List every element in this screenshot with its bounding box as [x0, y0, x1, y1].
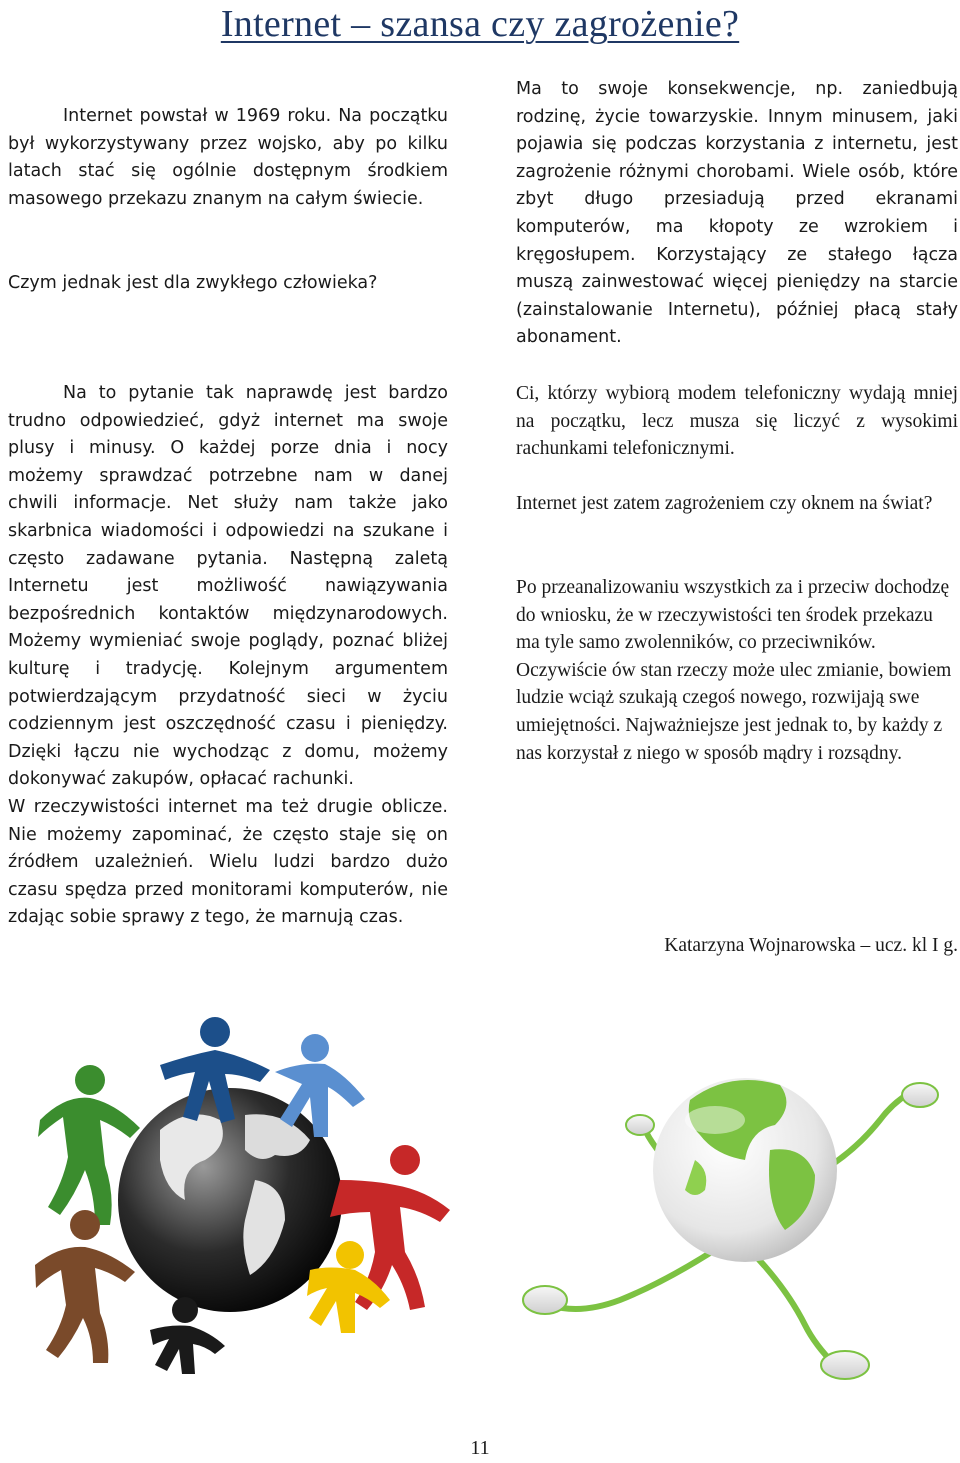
- author-signature: Katarzyna Wojnarowska – ucz. kl I g.: [664, 935, 958, 956]
- pros-intro-text: Na to pytanie tak naprawdę jest bardzo trudno odpowiedzieć, gdyż internet ma swoje plusy i minusy.: [8, 383, 448, 459]
- page-title: Internet – szansa czy zagrożenie?: [220, 3, 740, 45]
- question-paragraph: Czym jednak jest dla zwykłego człowieka?: [8, 273, 378, 293]
- right-conclusion-block: [516, 574, 958, 767]
- right-consequences-block: [516, 76, 958, 352]
- question-window-paragraph: Internet jest zatem zagrożeniem czy oknem na świat?: [516, 493, 933, 514]
- left-question-block: [8, 270, 448, 298]
- people-around-globe-image: [10, 1010, 470, 1380]
- green-globe-mouse-icon: [515, 1010, 955, 1390]
- pros-paragraph: [8, 380, 448, 794]
- left-pros-block: [8, 380, 448, 932]
- page-number: 11: [470, 1437, 490, 1459]
- right-phone-block: [516, 380, 958, 463]
- left-intro: [8, 103, 448, 213]
- right-author-block: [516, 932, 958, 960]
- intro-paragraph: Internet powstał w 1969 roku. Na początku był wykorzystywany przez wojsko, aby po kilku latach stać się ogólnie dostępnym środkiem masowego przekazu znanym na całym świecie.: [8, 106, 448, 209]
- cons-paragraph: W rzeczywistości internet ma też drugie oblicze. Nie możemy zapominać, że często staje się on źródłem uzależnień. Wielu ludzi bardzo dużo czasu spędza przed monitorami komputerów, nie zdając sobie sprawy z tego, że marnują czas.: [8, 796, 448, 928]
- phone-paragraph: Ci, którzy wybiorą modem telefoniczny wydają mniej na początku, lecz musza się liczyć z wysokimi rachunkami telefonicznymi.: [516, 383, 958, 460]
- consequences-paragraph: Ma to swoje konsekwencje, np. zaniedbują rodzinę, życie towarzyskie. Innym minusem, jaki pojawia się podczas korzystania z internetu, jest zagrożenie różnymi chorobami. Wiele osób, które zbyt długo przesiadują przed ekranami komputerów, ma kłopoty ze wzrokiem i kręgosłupem. Korzystający ze stałego łącza muszą zainwestować więcej pieniędzy na starcie (zainstalowanie Internetu), później płacą stały abonament.: [516, 79, 958, 348]
- green-globe-with-mice-image: [515, 1010, 955, 1390]
- pros-details-text: O każdej porze dnia i nocy możemy sprawdzać potrzebne nam w danej chwili informacje. Net służy nam także jako skarbnica wiadomości i odpowiedzi na szukane i często zadawane pytania. Następną zaletą Internetu jest możliwość nawiązywania bezpośrednich kontaktów międzynarodowych. Możemy wymieniać swoje poglądy, poznać bliżej kulturę i tradycję. Kolejnym argumentem potwierdzającym przydatność sieci w życiu codziennym jest oszczędność czasu i pieniędzy. Dzięki łączu nie wychodząc z domu, możemy dokonywać zakupów, opłacać rachunki.: [8, 438, 448, 790]
- right-question-block: [516, 490, 958, 518]
- globe-with-people-icon: [10, 1010, 470, 1380]
- conclusion-paragraph: Po przeanalizowaniu wszystkich za i przeciw dochodzę do wniosku, że w rzeczywistości ten środek przekazu ma tyle samo zwolenników, co przeciwników. Oczywiście ów stan rzeczy może ulec zmianie, bowiem ludzie wciąż szukają czegoś nowego, rozwijają swe umiejętności. Najważniejsze jest jednak to, by każdy z nas korzystał z niego w sposób mądry i rozsądny.: [516, 577, 952, 764]
